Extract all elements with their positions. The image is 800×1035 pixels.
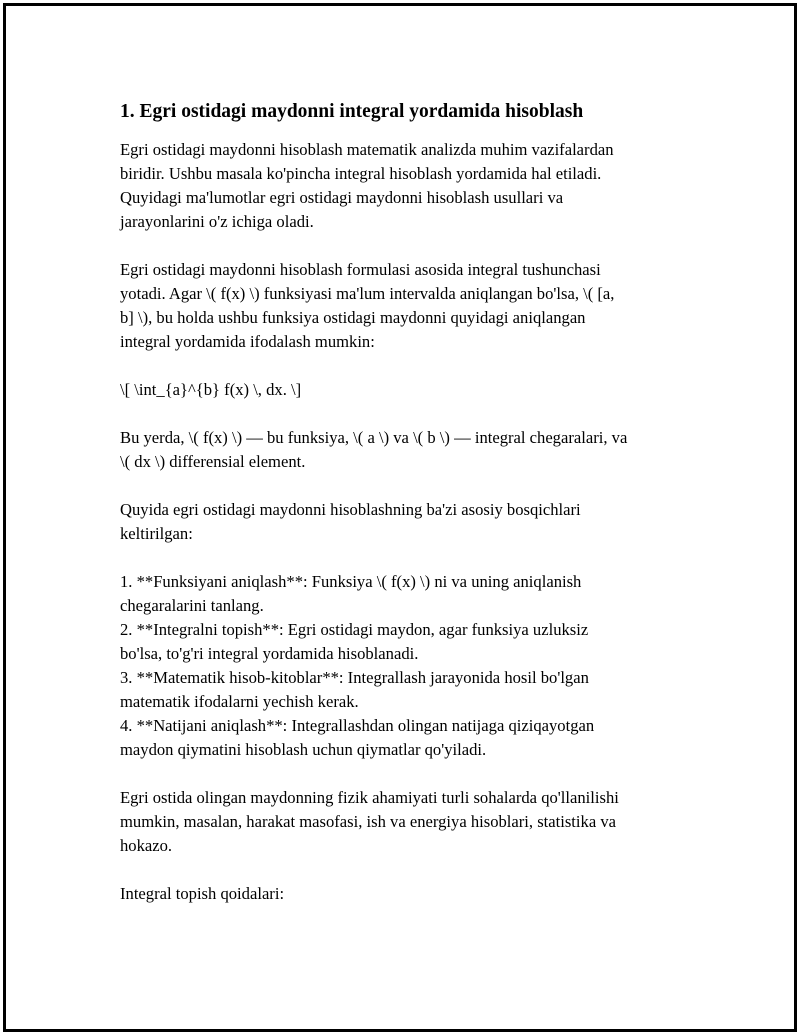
- integral-formula: \[ \int_{a}^{b} f(x) \, dx. \]: [120, 380, 302, 399]
- document-body: [120, 98, 700, 930]
- formula-basis-paragraph: Egri ostidagi maydonni hisoblash formulasi asosida integral tushunchasi yotadi. Agar \( f(x) \) funksiyasi ma'lum intervalda aniqlangan bo'lsa, \( [a, b] \), bu holda ushbu funksiya ostidagi maydonni quyidagi aniqlangan integral yordamida ifodalash mumkin:: [120, 260, 615, 351]
- section-heading: 1. Egri ostidagi maydonni integral yordamida hisoblash: [120, 101, 584, 122]
- document-page: [3, 3, 797, 1032]
- rules-heading-paragraph: Integral topish qoidalari:: [120, 884, 285, 903]
- notation-paragraph: Bu yerda, \( f(x) \) — bu funksiya, \( a \) va \( b \) — integral chegaralari, va \( dx \) differensial element.: [120, 428, 628, 471]
- steps-intro-paragraph: Quyida egri ostidagi maydonni hisoblashning ba'zi asosiy bosqichlari keltirilgan:: [120, 500, 581, 543]
- intro-paragraph: Egri ostidagi maydonni hisoblash matematik analizda muhim vazifalardan biridir. Ushbu masala ko'pincha integral hisoblash yordamida hal etiladi. Quyidagi ma'lumotlar egri ostidagi maydonni hisoblash usullari va jarayonlarini o'z ichiga oladi.: [120, 140, 614, 231]
- steps-list: 1. **Funksiyani aniqlash**: Funksiya \( f(x) \) ni va uning aniqlanish chegaralarini tanlang. 2. **Integralni topish**: Egri ostidagi maydon, agar funksiya uzluksiz bo'lsa, to'g'ri integral yordamida hisoblanadi. 3. **Matematik hisob-kitoblar**: Integrallash jarayonida hosil bo'lgan matematik ifodalarni yechish kerak. 4. **Natijani aniqlash**: Integrallashdan olingan natijaga qiziqayotgan maydon qiymatini hisoblash uchun qiymatlar qo'yiladi.: [120, 572, 595, 759]
- applications-paragraph: Egri ostida olingan maydonning fizik ahamiyati turli sohalarda qo'llanilishi mumkin, masalan, harakat masofasi, ish va energiya hisoblari, statistika va hokazo.: [120, 788, 619, 855]
